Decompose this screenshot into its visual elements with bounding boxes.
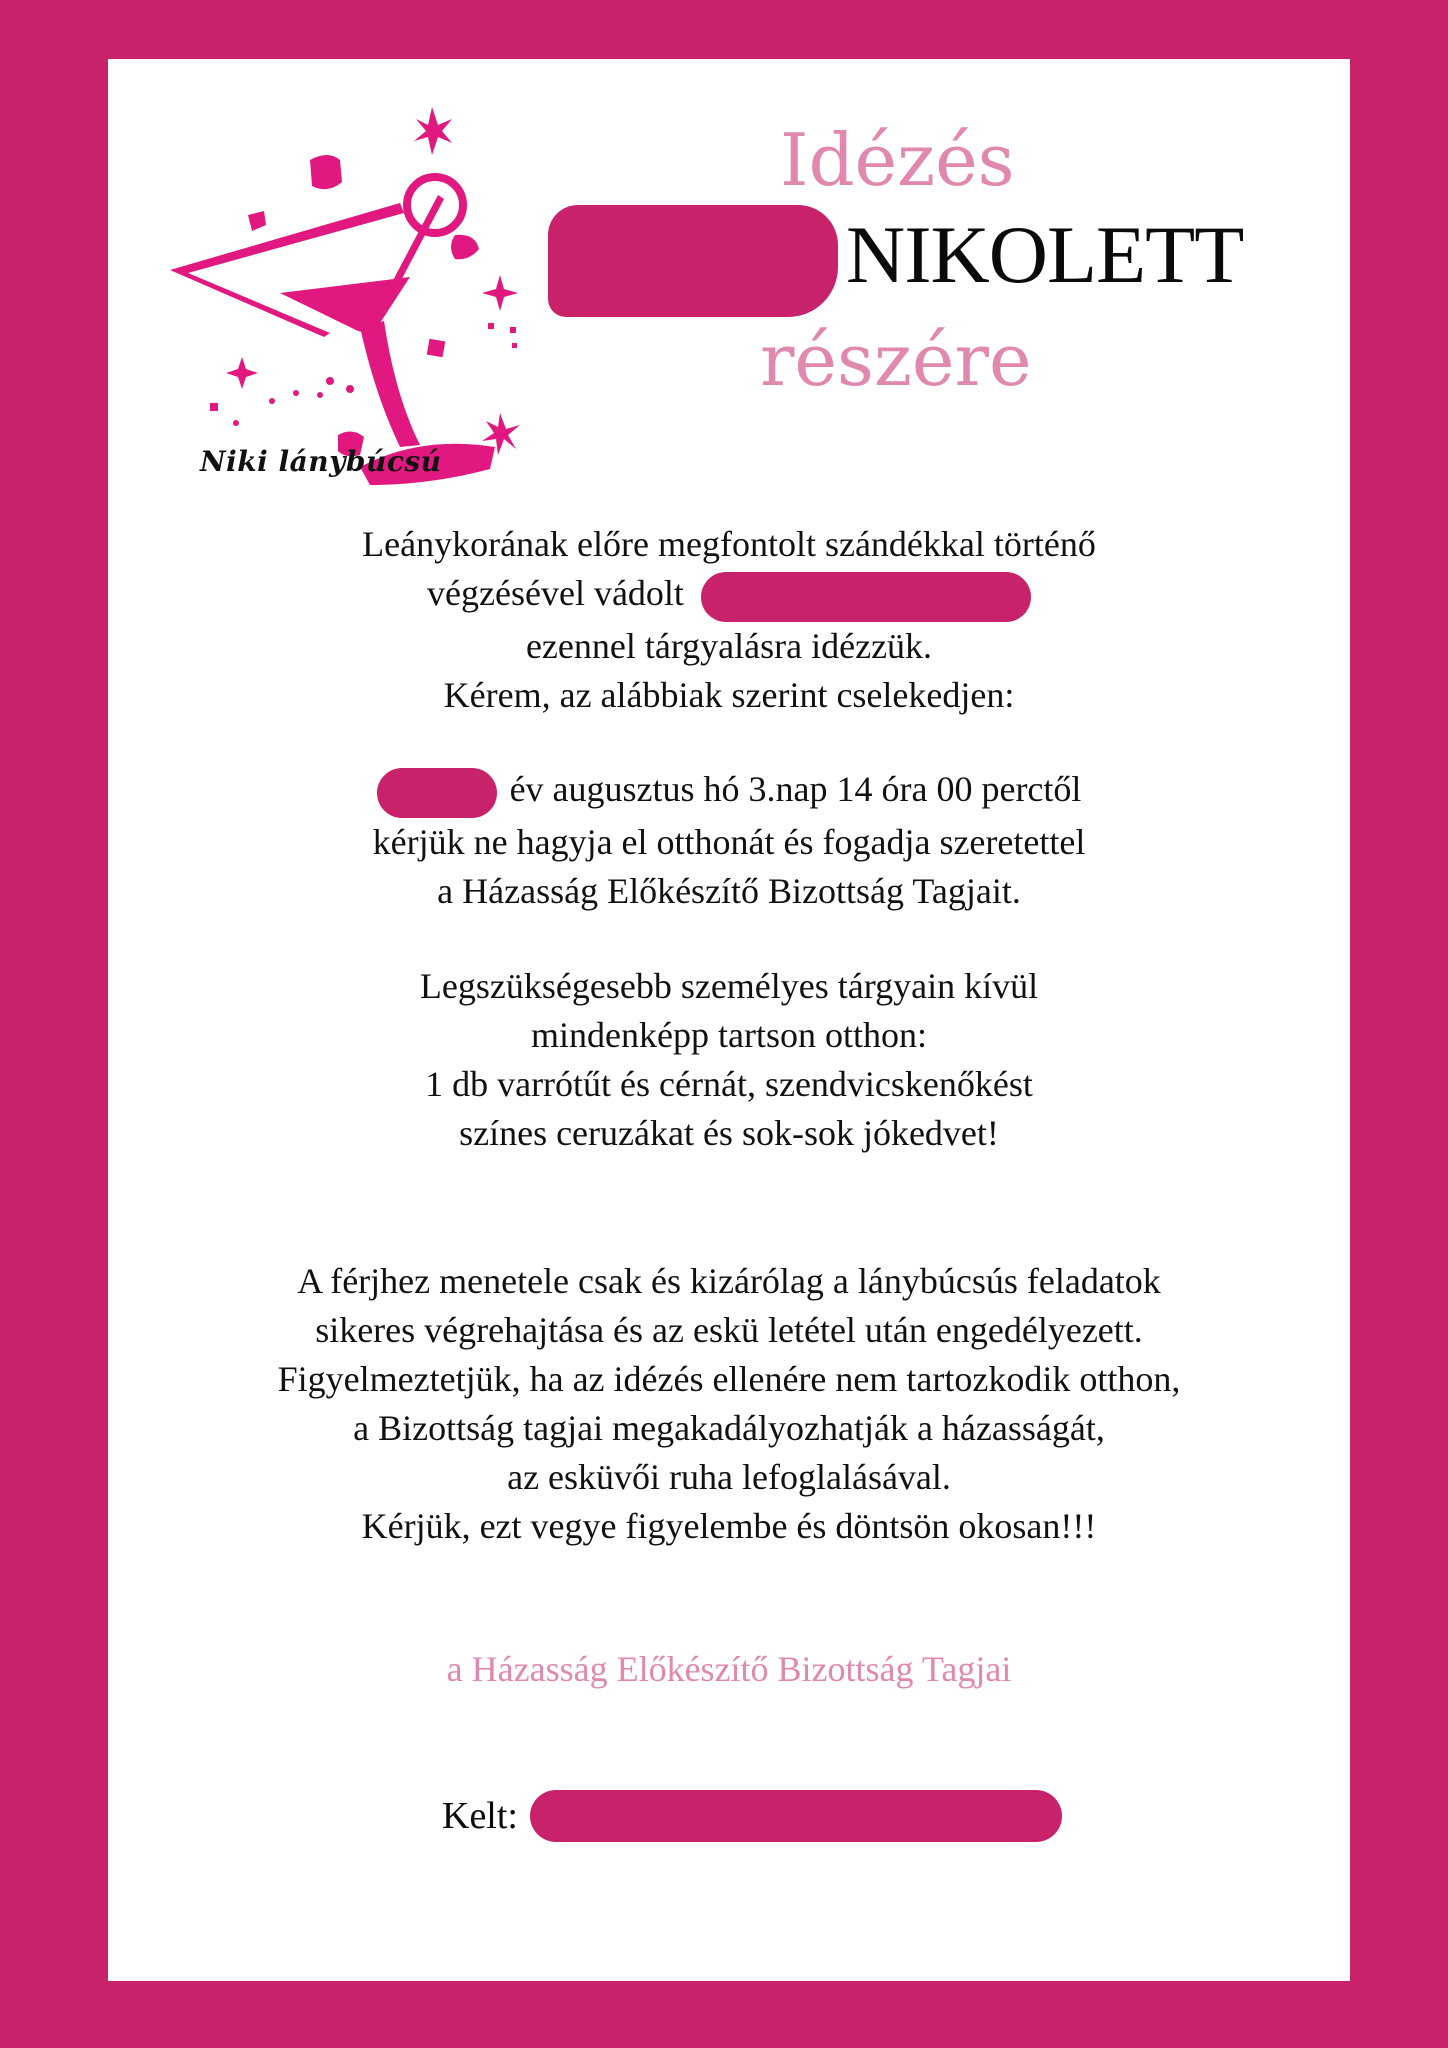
text-line: sikeres végrehajtása és az eskü letétel után engedélyezett. — [315, 1310, 1143, 1350]
text-line: kérjük ne hagyja el otthonát és fogadja szeretettel — [372, 821, 1086, 862]
martini-glass-icon — [170, 95, 530, 485]
text-line-part: év augusztus hó 3.nap 14 óra 00 perctől — [509, 769, 1082, 809]
text-line: ezennel tárgyalásra idézzük. — [525, 625, 933, 666]
paragraph-items — [108, 962, 1350, 1158]
title-for: részére — [760, 318, 1032, 402]
text-line: színes ceruzákat és sok-sok jókedvet! — [459, 1113, 999, 1153]
text-line-part: végzésével vádolt — [427, 573, 684, 613]
text-line: mindenképp tartson otthon: — [531, 1015, 927, 1055]
text-line: Figyelmeztetjük, ha az idézés ellenére nem tartozkodik otthon, — [277, 1359, 1181, 1399]
paragraph-date — [108, 765, 1350, 916]
text-line: Kérem, az alábbiak szerint cselekedjen: — [443, 674, 1015, 715]
dated-line — [442, 1790, 1062, 1842]
text-line: Legszükségesebb személyes tárgyain kívül — [419, 966, 1039, 1006]
text-line: a Házasság Előkészítő Bizottság Tagjait. — [437, 870, 1021, 911]
name-redaction — [548, 205, 838, 317]
dated-label: Kelt: — [442, 1795, 518, 1837]
logo-caption: Niki lánybúcsú — [200, 445, 442, 478]
date-redaction — [530, 1790, 1062, 1842]
paragraph-warning — [108, 1257, 1350, 1551]
accused-name-redaction — [701, 572, 1031, 622]
year-redaction — [377, 768, 497, 818]
text-line: a Bizottság tagjai megakadályozhatják a házasságát, — [353, 1408, 1105, 1448]
text-line — [108, 569, 1350, 622]
text-line: Leánykorának előre megfontolt szándékkal történő — [362, 524, 1096, 564]
title-summons: Idézés — [780, 118, 1015, 202]
signature: a Házasság Előkészítő Bizottság Tagjai — [446, 1649, 1012, 1689]
paragraph-accusation — [108, 520, 1350, 720]
recipient-name: NIKOLETT — [846, 209, 1244, 300]
text-line: az esküvői ruha lefoglalásával. — [507, 1457, 951, 1497]
text-line — [108, 765, 1350, 818]
text-line: 1 db varrótűt és cérnát, szendvicskenőkést — [425, 1064, 1033, 1104]
text-line: Kérjük, ezt vegye figyelembe és döntsön okosan!!! — [361, 1506, 1097, 1546]
text-line: A férjhez menetele csak és kizárólag a lánybúcsús feladatok — [297, 1261, 1161, 1301]
